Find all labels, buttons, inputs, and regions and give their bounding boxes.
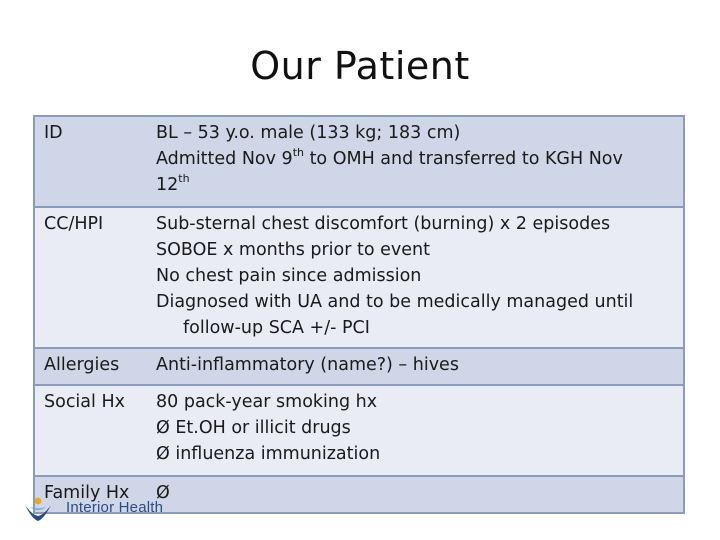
row-label-cc-hpi: CC/HPI [34,207,148,348]
logo-swoosh-light [30,507,46,510]
table-row-allergies [34,348,684,385]
row-value-allergies [148,348,684,385]
row-value-social-hx [148,385,684,476]
id-line-3 [156,172,675,198]
patient-table [33,115,685,514]
social-hx-line: 80 pack-year smoking hx [156,392,378,412]
social-hx-line: Ø Et.OH or illicit drugs [156,418,351,438]
row-value-id [148,116,684,207]
logo-head-dot [35,498,42,505]
id-line-1: BL – 53 y.o. male (133 kg; 183 cm) [156,123,461,143]
social-hx-line: Ø influenza immunization [156,444,381,464]
id-line-2 [156,146,675,172]
id-line-2-text-end: to OMH and transferred to KGH Nov [304,149,623,169]
cc-hpi-line: follow-up SCA +/- PCI [183,318,370,338]
row-label-family-hx: Family Hx [34,476,148,513]
cc-hpi-line: Diagnosed with UA and to be medically managed until [156,292,634,312]
row-label-id: ID [34,116,148,207]
row-value-family-hx [148,476,684,513]
slide-title: Our Patient [250,44,470,88]
id-line-2-sup: th [292,146,304,160]
table-row-cc-hpi [34,207,684,348]
family-hx-line: Ø [156,483,170,503]
table-row-social-hx [34,385,684,476]
row-value-cc-hpi [148,207,684,348]
id-line-3-text: 12 [156,175,179,195]
id-line-2-text: Admitted Nov 9 [156,149,293,169]
row-label-social-hx: Social Hx [34,385,148,476]
cc-hpi-line: No chest pain since admission [156,266,422,286]
logo-swoosh [25,505,51,521]
allergies-line: Anti-inflammatory (name?) – hives [156,355,459,375]
cc-hpi-line: Sub-sternal chest discomfort (burning) x 2 episodes [156,214,611,234]
row-label-allergies: Allergies [34,348,148,385]
logo-text: Interior Health [66,499,164,516]
id-line-3-sup: th [178,172,190,186]
cc-hpi-line: SOBOE x months prior to event [156,240,430,260]
table-row-id [34,116,684,207]
